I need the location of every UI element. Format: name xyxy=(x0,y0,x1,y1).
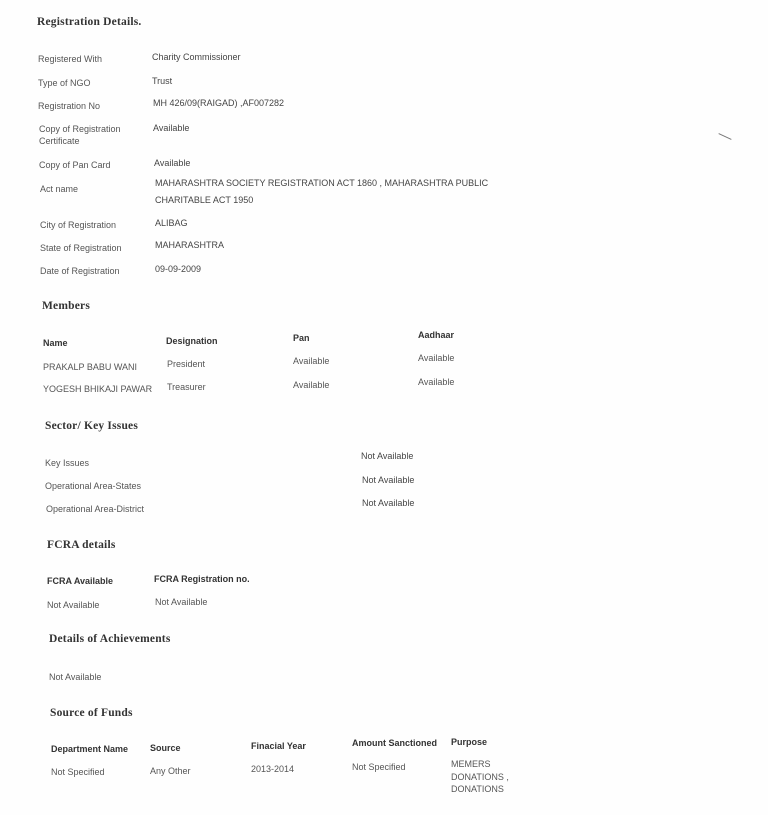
registered-with-label: Registered With xyxy=(38,54,103,64)
type-of-ngo-value: Trust xyxy=(152,76,173,86)
funds-financial-year-value: 2013-2014 xyxy=(251,764,295,774)
fcra-col-available: FCRA Available xyxy=(47,576,114,586)
member-1-designation: Treasurer xyxy=(167,382,206,392)
act-name-value: MAHARASHTRA SOCIETY REGISTRATION ACT 1860 , MAHARASHTRA PUBLIC CHARITABLE ACT 1950 xyxy=(155,178,489,205)
members-col-designation: Designation xyxy=(166,336,218,346)
registration-no-label: Registration No xyxy=(38,101,101,111)
member-0-name: PRAKALP BABU WANI xyxy=(43,362,138,372)
funds-col-department: Department Name xyxy=(51,744,129,754)
operational-district-label: Operational Area-District xyxy=(46,504,145,514)
funds-source-value: Any Other xyxy=(150,766,191,776)
members-col-name: Name xyxy=(43,338,68,348)
members-col-aadhaar: Aadhaar xyxy=(418,330,455,340)
registration-heading: Registration Details. xyxy=(37,16,142,28)
copy-of-pan-label: Copy of Pan Card xyxy=(39,160,111,170)
funds-amount-value: Not Specified xyxy=(352,762,406,772)
operational-states-label: Operational Area-States xyxy=(45,481,142,491)
copy-of-registration-value: Available xyxy=(153,123,190,133)
member-0-pan: Available xyxy=(293,356,330,366)
operational-states-value: Not Available xyxy=(362,475,415,485)
funds-heading: Source of Funds xyxy=(50,707,133,719)
fcra-col-registration-no: FCRA Registration no. xyxy=(154,574,250,584)
funds-department-value: Not Specified xyxy=(51,767,105,777)
members-heading: Members xyxy=(42,300,91,312)
copy-of-pan-value: Available xyxy=(154,158,191,168)
operational-district-value: Not Available xyxy=(362,498,415,508)
state-of-registration-value: MAHARASHTRA xyxy=(155,240,225,250)
registered-with-value: Charity Commissioner xyxy=(152,52,241,62)
registration-no-value: MH 426/09(RAIGAD) ,AF007282 xyxy=(153,98,285,108)
achievements-value: Not Available xyxy=(49,672,102,682)
act-name-label: Act name xyxy=(40,184,79,194)
member-1-name: YOGESH BHIKAJI PAWAR xyxy=(43,384,153,394)
achievements-heading: Details of Achievements xyxy=(49,633,171,645)
funds-col-purpose: Purpose xyxy=(451,737,488,747)
members-col-pan: Pan xyxy=(293,333,310,343)
member-0-designation: President xyxy=(167,359,206,369)
fcra-available-value: Not Available xyxy=(47,600,100,610)
funds-col-financial-year: Finacial Year xyxy=(251,741,306,751)
city-of-registration-value: ALIBAG xyxy=(155,218,188,228)
member-1-aadhaar: Available xyxy=(418,377,455,387)
scan-mark xyxy=(718,133,731,140)
funds-purpose-value: MEMERS DONATIONS , DONATIONS xyxy=(451,759,509,794)
fcra-registration-no-value: Not Available xyxy=(155,597,208,607)
fcra-heading: FCRA details xyxy=(47,539,116,551)
member-0-aadhaar: Available xyxy=(418,353,455,363)
date-of-registration-value: 09-09-2009 xyxy=(155,264,202,274)
state-of-registration-label: State of Registration xyxy=(40,243,122,253)
date-of-registration-label: Date of Registration xyxy=(40,266,120,276)
type-of-ngo-label: Type of NGO xyxy=(38,78,91,88)
member-1-pan: Available xyxy=(293,380,330,390)
sector-heading: Sector/ Key Issues xyxy=(45,420,139,432)
key-issues-label: Key Issues xyxy=(45,458,90,468)
funds-col-source: Source xyxy=(150,743,181,753)
key-issues-value: Not Available xyxy=(361,451,414,461)
funds-col-amount: Amount Sanctioned xyxy=(352,738,437,748)
city-of-registration-label: City of Registration xyxy=(40,220,117,230)
copy-of-registration-label: Copy of Registration Certificate xyxy=(39,124,121,146)
